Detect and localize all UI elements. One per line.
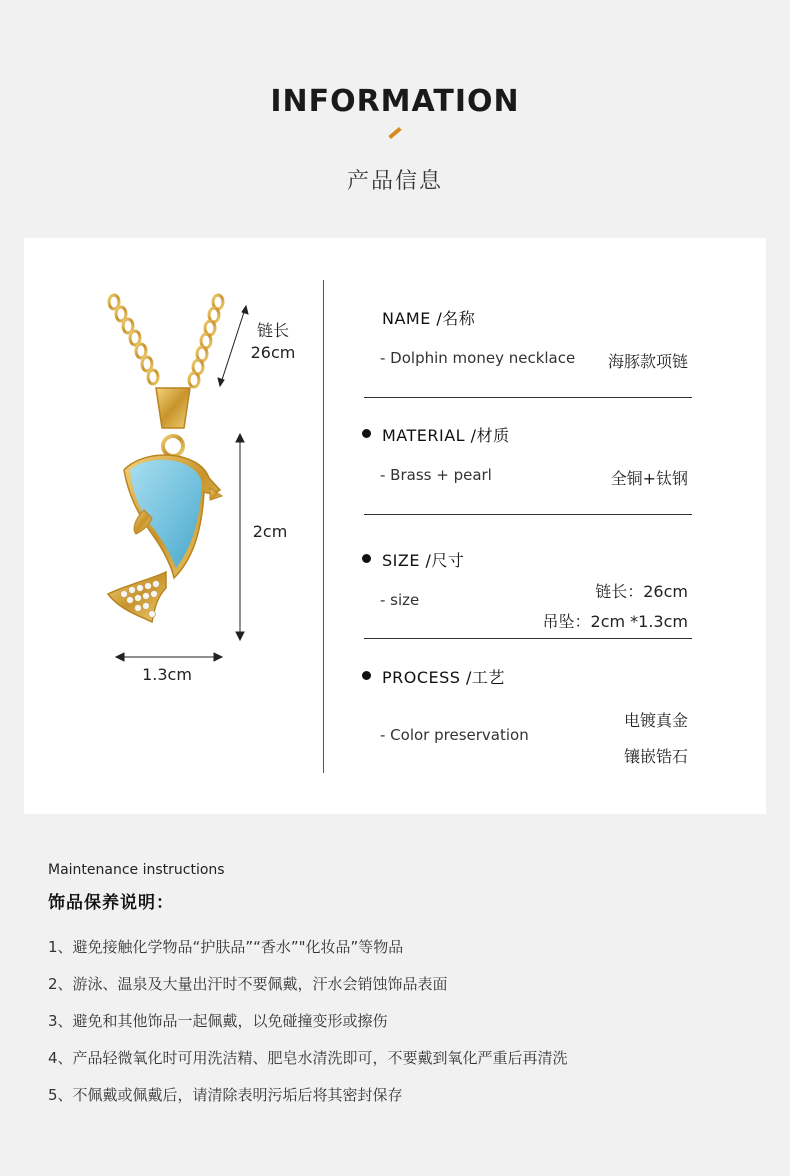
material-bullet [362, 429, 371, 438]
maintenance-item: 2、游泳、温泉及大量出汗时不要佩戴，汗水会销蚀饰品表面 [48, 975, 448, 993]
name-section-title: NAME /名称 [382, 309, 476, 328]
name-value: 海豚款项链 [607, 352, 688, 371]
size-section-title: SIZE /尺寸 [382, 551, 465, 570]
maintenance-item: 3、避免和其他饰品一起佩戴，以免碰撞变形或擦伤 [48, 1012, 388, 1030]
maintenance-title-cn: 饰品保养说明： [48, 893, 174, 913]
chain-length-value: 26cm [250, 343, 296, 362]
size-bullet [362, 554, 371, 563]
process-value-inlay: 镶嵌锆石 [623, 747, 688, 766]
name-description: - Dolphin money necklace [380, 349, 576, 367]
maintenance-item: 5、不佩戴或佩戴后，请清除表明污垢后将其密封保存 [48, 1086, 403, 1104]
size-value-pendant: 吊坠：2cm *1.3cm [542, 612, 688, 631]
product-image [24, 238, 324, 698]
section-divider [364, 638, 692, 639]
pendant-height-label: 2cm [252, 522, 288, 541]
size-description: - size [380, 591, 420, 609]
title-accent-mark [388, 127, 401, 139]
process-section-title: PROCESS /工艺 [382, 668, 505, 687]
process-value-plating: 电镀真金 [623, 711, 688, 730]
page-subtitle: 产品信息 [346, 169, 443, 194]
maintenance-title-en: Maintenance instructions [48, 862, 225, 878]
material-description: - Brass + pearl [380, 466, 492, 484]
size-value-chain: 链长：26cm [595, 582, 688, 601]
maintenance-item: 4、产品轻微氧化时可用洗洁精、肥皂水清洗即可，不要戴到氧化严重后再清洗 [48, 1049, 568, 1067]
bail-icon [156, 388, 190, 428]
page-title: INFORMATION [270, 84, 520, 119]
chain-length-label: 链长 [256, 321, 289, 340]
section-divider [364, 514, 692, 515]
material-section-title: MATERIAL /材质 [382, 426, 510, 445]
maintenance-item: 1、避免接触化学物品“护肤品”“香水”"化妆品”等物品 [48, 938, 404, 956]
material-value: 全铜+钛钢 [610, 469, 688, 488]
process-description: - Color preservation [380, 726, 529, 744]
column-divider [323, 280, 324, 773]
process-bullet [362, 671, 371, 680]
dolphin-pendant-icon [108, 455, 222, 622]
section-divider [364, 397, 692, 398]
pendant-width-label: 1.3cm [142, 665, 192, 684]
chain-icon [109, 295, 223, 387]
